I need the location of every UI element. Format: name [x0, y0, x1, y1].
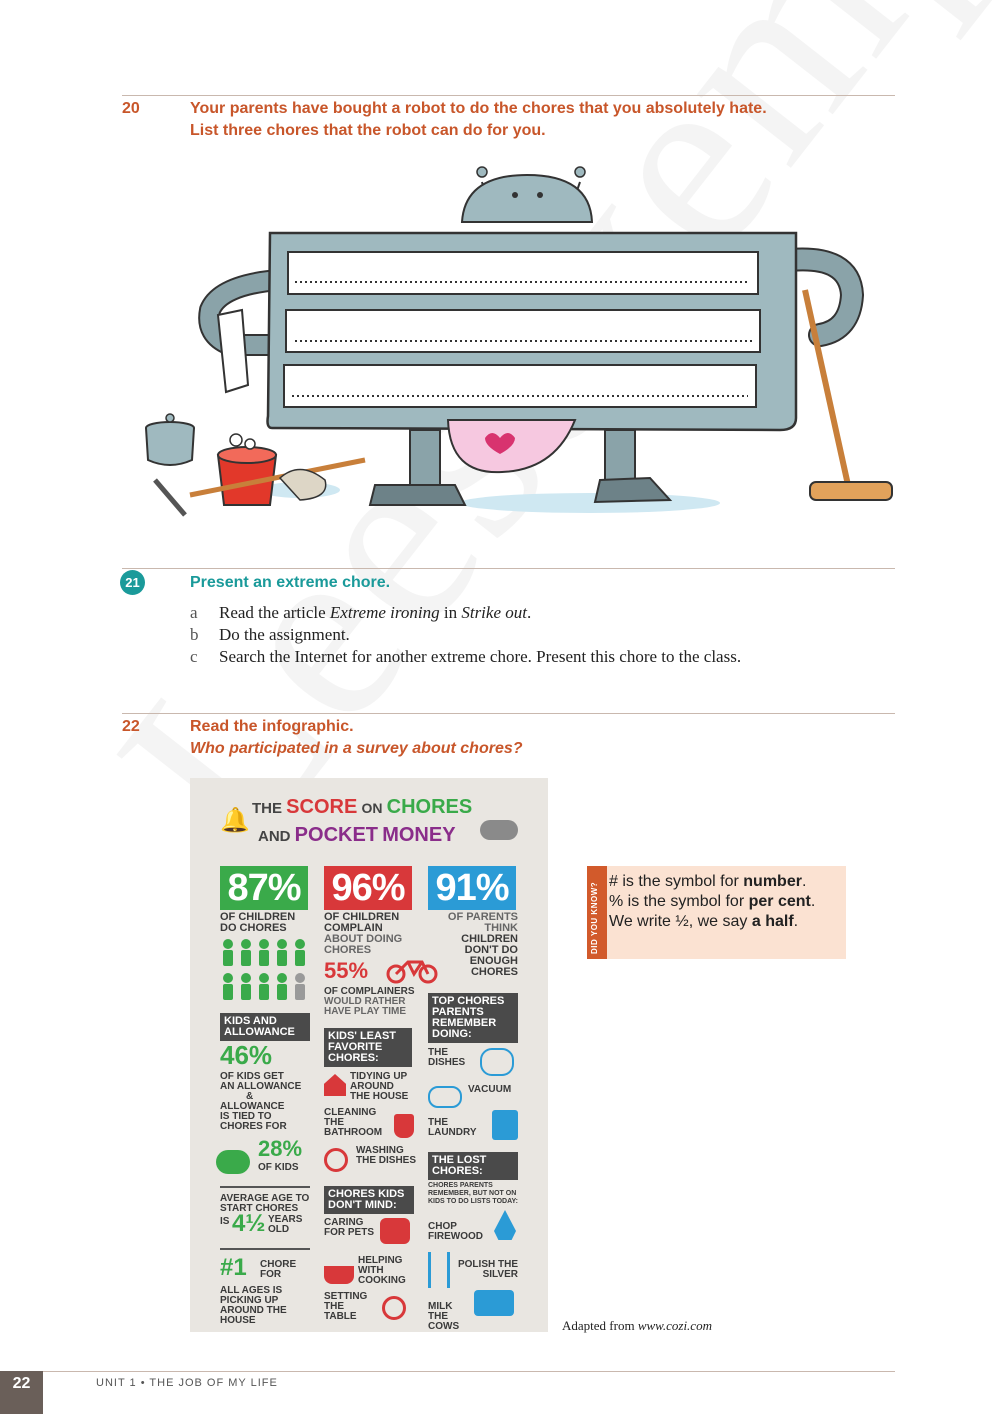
divider: [122, 95, 895, 96]
exercise-22-instructions: [190, 716, 523, 760]
exercise-21-title: Present an extreme chore.: [190, 574, 391, 591]
did-you-know-text: [609, 872, 815, 932]
task-letter: c: [190, 647, 198, 666]
lost-chore: POLISH THE SILVER: [457, 1259, 518, 1280]
lost-chore: MILK THE COWS: [428, 1301, 460, 1332]
stat-label: OF CHILDREN DO CHORES: [220, 911, 296, 934]
stat-label: OF KIDS: [258, 1162, 299, 1173]
page-number: 22: [0, 1371, 43, 1414]
infographic: [190, 778, 548, 1332]
divider: [220, 1248, 310, 1250]
task-letter: a: [190, 603, 198, 622]
stat-28: 28%: [258, 1136, 303, 1161]
did-you-know-tab: [587, 866, 607, 959]
dog-icon: [380, 1218, 410, 1244]
instruction-line: Your parents have bought a robot to do the chores that you absolutely hate.: [190, 100, 767, 117]
infographic-title: THE SCORE ON CHORES: [252, 796, 473, 818]
least-favorite-chore: CLEANING THE BATHROOM: [324, 1107, 383, 1138]
stat-label: OF COMPLAINERS WOULD RATHER HAVE PLAY TIME: [324, 986, 415, 1017]
plate-icon: [324, 1148, 348, 1172]
least-favorite-chore: WASHING THE DISHES: [356, 1145, 417, 1166]
bell-icon: 🔔: [220, 807, 250, 834]
age-is: IS: [220, 1216, 230, 1227]
stat-number-one: #1: [220, 1254, 247, 1281]
exercise-20-instructions: [190, 98, 767, 142]
robot-drawing: [130, 160, 900, 530]
stat-label: OF PARENTS THINK CHILDREN DON'T DO ENOUGH CHORES: [447, 911, 518, 978]
lost-chores-subtitle: CHORES PARENTS REMEMBER, BUT NOT ON KIDS TO DO LISTS TODAY:: [428, 1182, 518, 1205]
section-header: CHORES KIDS DON'T MIND:: [324, 1186, 414, 1214]
toilet-icon: [394, 1114, 414, 1138]
task-item: [190, 624, 741, 646]
task-letter: b: [190, 625, 199, 644]
stat-91: 91%: [428, 866, 516, 910]
top-chore: THE LAUNDRY: [428, 1117, 477, 1138]
running-footer: UNIT 1 • THE JOB OF MY LIFE: [96, 1377, 278, 1389]
fact-line: % is the symbol for per cent.: [609, 893, 816, 910]
stat-96: 96%: [324, 866, 412, 910]
fire-icon: [494, 1210, 516, 1240]
instruction-line: List three chores that the robot can do for you.: [190, 122, 546, 139]
lost-chore: CHOP FIREWOOD: [428, 1221, 483, 1242]
dont-mind-chore: HELPING WITH COOKING: [358, 1255, 406, 1286]
stat-label: OF CHILDREN COMPLAIN ABOUT DOING CHORES: [324, 911, 403, 956]
children-icons: [220, 938, 312, 1004]
stat-87: 87%: [220, 866, 308, 910]
fact-line: We write ½, we say a half.: [609, 913, 799, 930]
exercise-number: 20: [122, 100, 140, 117]
robot-illustration: [130, 160, 900, 530]
source-credit: Adapted from www.cozi.com: [562, 1318, 712, 1333]
divider: [122, 568, 895, 569]
pot-icon: [324, 1266, 354, 1284]
source-link: www.cozi.com: [637, 1318, 712, 1333]
number-one-text: ALL AGES IS PICKING UP AROUND THE HOUSE: [220, 1285, 287, 1326]
stat-age: 4½: [232, 1210, 266, 1237]
top-chore: VACUUM: [468, 1084, 512, 1095]
house-icon: [324, 1074, 346, 1096]
piggy-bank-icon: [216, 1150, 250, 1174]
vacuum-icon: [428, 1086, 462, 1108]
top-chore: THE DISHES: [428, 1047, 466, 1068]
age-years: YEARS OLD: [268, 1214, 303, 1235]
least-favorite-chore: TIDYING UP AROUND THE HOUSE: [350, 1071, 409, 1102]
allowance-text: OF KIDS GET AN ALLOWANCE & ALLOWANCE IS TIED TO CHORES FOR: [220, 1071, 302, 1132]
section-header: TOP CHORES PARENTS REMEMBER DOING:: [428, 993, 518, 1043]
sponge-icon: [480, 820, 518, 840]
dishes-icon: [480, 1048, 514, 1076]
dont-mind-chore: CARING FOR PETS: [324, 1217, 375, 1238]
footer-divider: [0, 1371, 895, 1372]
task-list: [190, 602, 741, 668]
puddle: [460, 493, 720, 513]
fact-line: # is the symbol for number.: [609, 873, 807, 890]
stat-55: 55%: [324, 958, 369, 983]
task-text: Search the Internet for another extreme chore. Present this chore to the class.: [219, 647, 742, 666]
section-header: KIDS' LEAST FAVORITE CHORES:: [324, 1028, 412, 1067]
stat-46: 46%: [220, 1040, 273, 1070]
divider: [220, 1186, 310, 1188]
number-one-label: CHORE FOR: [260, 1259, 297, 1280]
table-setting-icon: [382, 1296, 406, 1320]
cutlery-icon: [428, 1252, 450, 1288]
section-header: KIDS AND ALLOWANCE: [220, 1013, 310, 1041]
task-item: [190, 646, 741, 668]
task-text: Do the assignment.: [219, 625, 350, 644]
exercise-number: 22: [122, 718, 140, 735]
divider: [122, 713, 895, 714]
dont-mind-chore: SETTING THE TABLE: [324, 1291, 368, 1322]
washing-machine-icon: [492, 1110, 518, 1140]
did-you-know-box: [587, 866, 846, 959]
instruction-line: Read the infographic.: [190, 718, 354, 735]
task-text: Read the article Extreme ironing in Strike out.: [219, 603, 532, 622]
did-you-know-label: DID YOU KNOW?: [590, 881, 599, 954]
section-header: THE LOST CHORES:: [428, 1152, 518, 1180]
age-text: AVERAGE AGE TO START CHORES: [220, 1193, 310, 1214]
exercise-number-badge: 21: [120, 570, 145, 595]
instruction-question: Who participated in a survey about chores?: [190, 740, 523, 757]
cow-icon: [474, 1290, 514, 1316]
infographic-title: AND POCKET MONEY: [258, 824, 456, 846]
task-item: [190, 602, 741, 624]
